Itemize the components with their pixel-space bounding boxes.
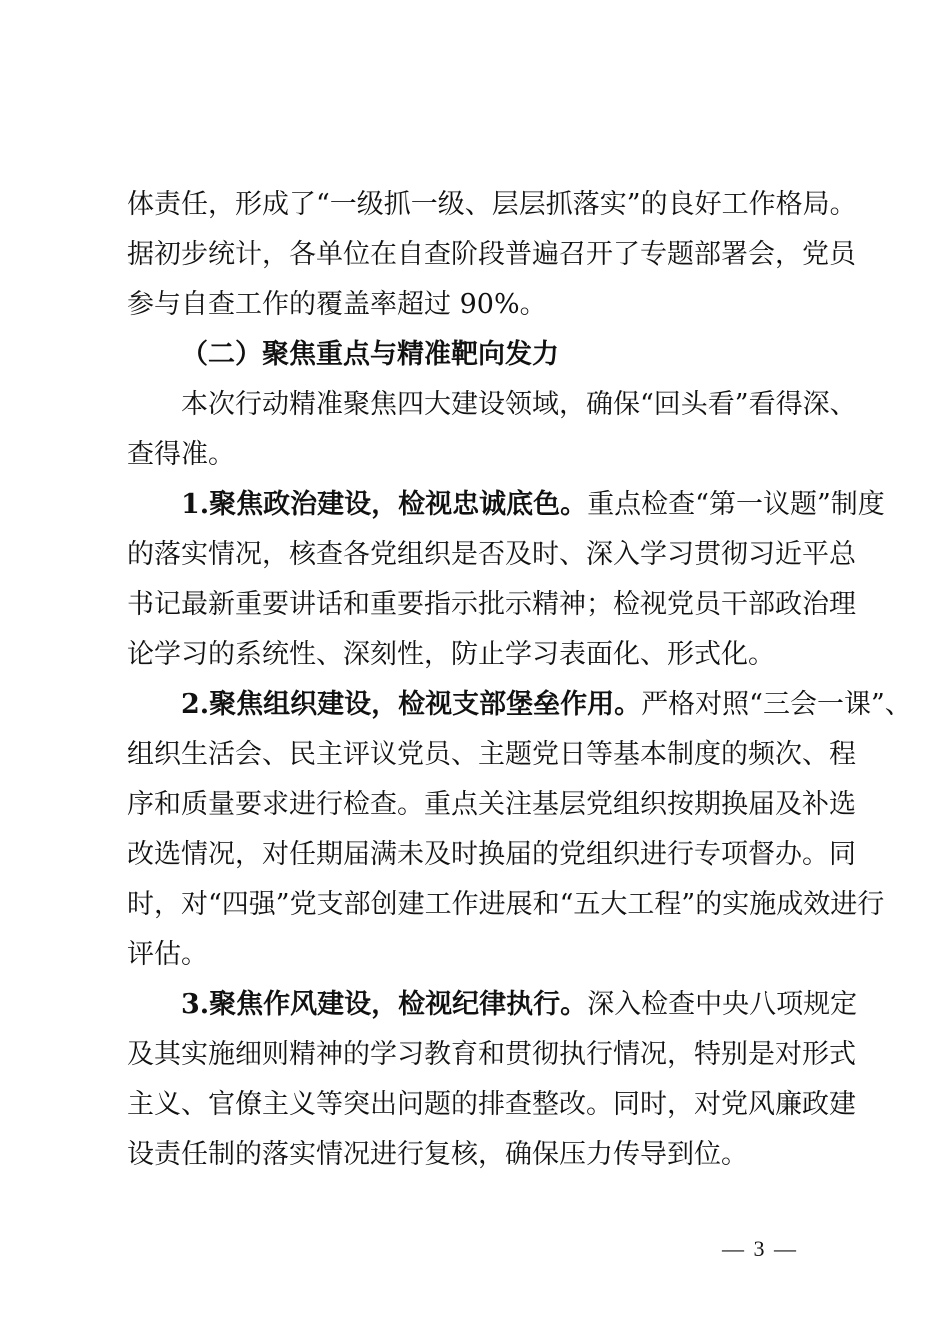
- text-line: [127, 330, 832, 380]
- body-text: 序和质量要求进行检查。重点关注基层党组织按期换届及补选: [127, 789, 856, 820]
- body-text: 评估。: [127, 939, 208, 970]
- body-text: 论学习的系统性、深刻性，防止学习表面化、形式化。: [127, 639, 775, 670]
- body-text: 参与自查工作的覆盖率超过 90%。: [127, 289, 547, 320]
- text-line: [127, 980, 858, 1030]
- text-line: [127, 430, 832, 480]
- bold-heading-text: （二）聚焦重点与精准靶向发力: [181, 339, 559, 370]
- body-text: 的落实情况，核查各党组织是否及时、深入学习贯彻习近平总: [127, 539, 856, 570]
- body-text: 主义、官僚主义等突出问题的排查整改。同时，对党风廉政建: [127, 1089, 856, 1120]
- body-text: 体责任，形成了“一级抓一级、层层抓落实”的良好工作格局。: [127, 189, 857, 220]
- bold-heading-text: 3.聚焦作风建设，检视纪律执行。: [181, 989, 588, 1020]
- text-line: [127, 780, 856, 830]
- text-line: [127, 530, 856, 580]
- body-text: 查得准。: [127, 439, 235, 470]
- text-line: [127, 280, 832, 330]
- page-number: — 3 —: [722, 1236, 798, 1261]
- body-text: 时，对“四强”党支部创建工作进展和“五大工程”的实施成效进行: [127, 889, 885, 920]
- body-text: 深入检查中央八项规定: [587, 989, 858, 1020]
- body-text: 重点检查“第一议题”制度: [587, 489, 885, 520]
- body-text: 书记最新重要讲话和重要指示批示精神；检视党员干部政治理: [127, 589, 856, 620]
- text-line: [127, 730, 856, 780]
- bold-heading-text: 2.聚焦组织建设，检视支部堡垒作用。: [181, 689, 642, 720]
- text-line: [127, 630, 832, 680]
- text-line: [127, 1030, 856, 1080]
- body-text: 及其实施细则精神的学习教育和贯彻执行情况，特别是对形式: [127, 1039, 856, 1070]
- bold-heading-text: 1.聚焦政治建设，检视忠诚底色。: [181, 489, 588, 520]
- text-line: [127, 830, 856, 880]
- text-line: [127, 480, 885, 530]
- text-line: [127, 380, 857, 430]
- body-text: 设责任制的落实情况进行复核，确保压力传导到位。: [127, 1139, 748, 1170]
- text-line: [127, 1080, 856, 1130]
- text-line: [127, 1130, 832, 1180]
- body-text: 严格对照“三会一课”、: [641, 689, 912, 720]
- body-text: 改选情况，对任期届满未及时换届的党组织进行专项督办。同: [127, 839, 856, 870]
- text-line: [127, 680, 912, 730]
- text-line: [127, 580, 856, 630]
- text-line: [127, 180, 857, 230]
- body-text: 组织生活会、民主评议党员、主题党日等基本制度的频次、程: [127, 739, 856, 770]
- text-line: [127, 930, 832, 980]
- body-text: 本次行动精准聚焦四大建设领域，确保“回头看”看得深、: [181, 389, 857, 420]
- body-text: 据初步统计，各单位在自查阶段普遍召开了专题部署会，党员: [127, 239, 856, 270]
- text-line: [127, 880, 885, 930]
- document-body: [127, 180, 912, 1180]
- text-line: [127, 230, 856, 280]
